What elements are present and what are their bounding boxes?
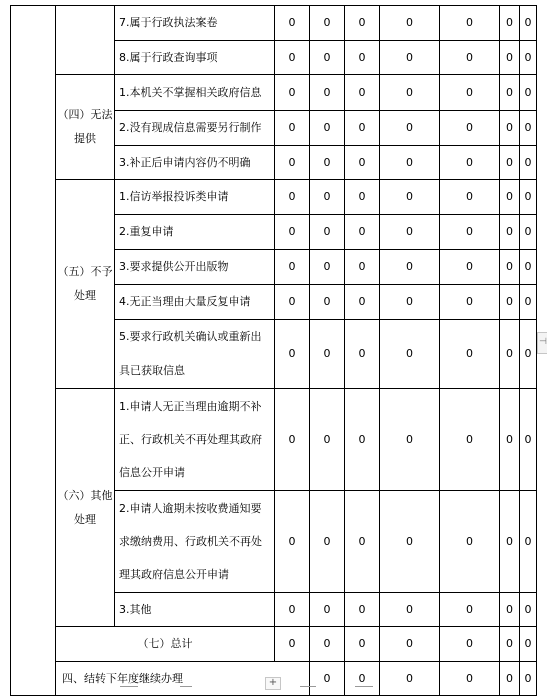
count-cell: 0	[520, 491, 537, 593]
count-cell: 0	[520, 285, 537, 320]
count-cell: 0	[500, 180, 520, 215]
count-cell: 0	[520, 146, 537, 180]
count-cell: 0	[520, 389, 537, 491]
count-cell: 0	[440, 180, 500, 215]
count-cell: 0	[520, 6, 537, 41]
count-cell: 0	[380, 111, 440, 146]
count-cell: 0	[520, 215, 537, 250]
count-cell: 0	[275, 111, 310, 146]
count-cell: 0	[440, 627, 500, 662]
count-cell: 0	[310, 662, 345, 696]
count-cell: 0	[345, 627, 380, 662]
count-cell: 0	[380, 593, 440, 627]
table-row	[11, 627, 537, 662]
item-label: 5.要求行政机关确认或重新出具已获取信息	[115, 320, 275, 389]
carry-over-label: 四、结转下年度继续办理	[56, 662, 310, 696]
count-cell: 0	[380, 146, 440, 180]
count-cell: 0	[345, 41, 380, 75]
count-cell: 0	[380, 180, 440, 215]
count-cell: 0	[440, 250, 500, 285]
count-cell: 0	[380, 6, 440, 41]
count-cell: 0	[310, 180, 345, 215]
item-label: 1.信访举报投诉类申请	[115, 180, 275, 215]
left-margin-cell	[11, 6, 56, 696]
count-cell: 0	[345, 6, 380, 41]
count-cell: 0	[310, 285, 345, 320]
count-cell: 0	[520, 662, 537, 696]
count-cell: 0	[440, 285, 500, 320]
count-cell: 0	[440, 75, 500, 111]
count-cell: 0	[440, 41, 500, 75]
table-row	[11, 6, 537, 41]
count-cell: 0	[440, 111, 500, 146]
count-cell: 0	[310, 593, 345, 627]
count-cell: 0	[275, 491, 310, 593]
count-cell: 0	[520, 593, 537, 627]
table-row	[11, 389, 537, 491]
count-cell: 0	[310, 627, 345, 662]
count-cell: 0	[345, 593, 380, 627]
count-cell: 0	[500, 6, 520, 41]
add-row-button[interactable]: +	[265, 677, 281, 690]
count-cell: 0	[500, 627, 520, 662]
count-cell: 0	[500, 250, 520, 285]
item-label: 2.重复申请	[115, 215, 275, 250]
count-cell: 0	[380, 41, 440, 75]
count-cell: 0	[310, 75, 345, 111]
item-label: 1.申请人无正当理由逾期不补正、行政机关不再处理其政府信息公开申请	[115, 389, 275, 491]
dash-mark	[355, 686, 373, 687]
count-cell: 0	[520, 627, 537, 662]
count-cell: 0	[380, 320, 440, 389]
dash-mark	[180, 686, 192, 687]
count-cell: 0	[310, 491, 345, 593]
count-cell: 0	[520, 41, 537, 75]
count-cell: 0	[345, 111, 380, 146]
count-cell: 0	[310, 6, 345, 41]
count-cell: 0	[440, 320, 500, 389]
item-label: 2.申请人逾期未按收费通知要求缴纳费用、行政机关不再处理其政府信息公开申请	[115, 491, 275, 593]
count-cell: 0	[275, 215, 310, 250]
count-cell: 0	[380, 75, 440, 111]
count-cell: 0	[380, 250, 440, 285]
count-cell: 0	[310, 146, 345, 180]
count-cell: 0	[345, 250, 380, 285]
count-cell: 0	[500, 320, 520, 389]
count-cell: 0	[275, 146, 310, 180]
page-edge-marker[interactable]: ⊣	[537, 332, 547, 354]
item-label: 3.要求提供公开出版物	[115, 250, 275, 285]
count-cell: 0	[380, 389, 440, 491]
count-cell: 0	[345, 491, 380, 593]
item-label: 1.本机关不掌握相关政府信息	[115, 75, 275, 111]
item-label: 2.没有现成信息需要另行制作	[115, 111, 275, 146]
count-cell: 0	[275, 6, 310, 41]
count-cell: 0	[500, 75, 520, 111]
count-cell: 0	[500, 662, 520, 696]
count-cell: 0	[275, 627, 310, 662]
disclosure-table	[10, 5, 537, 696]
count-cell: 0	[275, 180, 310, 215]
count-cell: 0	[275, 285, 310, 320]
count-cell: 0	[345, 146, 380, 180]
count-cell: 0	[500, 491, 520, 593]
count-cell: 0	[440, 662, 500, 696]
count-cell: 0	[520, 111, 537, 146]
category-6-label: （六）其他处理	[56, 389, 115, 627]
count-cell: 0	[520, 75, 537, 111]
count-cell: 0	[275, 320, 310, 389]
count-cell: 0	[345, 285, 380, 320]
item-label: 8.属于行政查询事项	[115, 41, 275, 75]
count-cell: 0	[380, 285, 440, 320]
item-label: 3.补正后申请内容仍不明确	[115, 146, 275, 180]
count-cell: 0	[380, 627, 440, 662]
table-row	[11, 180, 537, 215]
count-cell: 0	[440, 389, 500, 491]
count-cell: 0	[275, 75, 310, 111]
count-cell: 0	[345, 180, 380, 215]
count-cell: 0	[500, 111, 520, 146]
item-label: 7.属于行政执法案卷	[115, 6, 275, 41]
count-cell: 0	[345, 215, 380, 250]
table-row	[11, 75, 537, 111]
dash-mark	[120, 686, 138, 687]
count-cell: 0	[345, 75, 380, 111]
count-cell: 0	[310, 215, 345, 250]
count-cell: 0	[380, 491, 440, 593]
count-cell: 0	[310, 41, 345, 75]
count-cell: 0	[520, 250, 537, 285]
count-cell: 0	[310, 250, 345, 285]
count-cell: 0	[500, 41, 520, 75]
count-cell: 0	[345, 320, 380, 389]
count-cell: 0	[345, 662, 380, 696]
count-cell: 0	[500, 285, 520, 320]
item-label: 3.其他	[115, 593, 275, 627]
count-cell: 0	[275, 250, 310, 285]
category-4-label: （四）无法提供	[56, 75, 115, 180]
count-cell: 0	[345, 389, 380, 491]
count-cell: 0	[275, 41, 310, 75]
count-cell: 0	[440, 593, 500, 627]
count-cell: 0	[440, 6, 500, 41]
count-cell: 0	[440, 491, 500, 593]
dash-mark	[300, 686, 316, 687]
count-cell: 0	[500, 389, 520, 491]
count-cell: 0	[310, 389, 345, 491]
count-cell: 0	[440, 146, 500, 180]
category-5-label: （五）不予处理	[56, 180, 115, 389]
count-cell: 0	[500, 593, 520, 627]
count-cell: 0	[500, 146, 520, 180]
item-label: 4.无正当理由大量反复申请	[115, 285, 275, 320]
count-cell: 0	[500, 215, 520, 250]
count-cell: 0	[275, 389, 310, 491]
count-cell: 0	[275, 593, 310, 627]
category-cell-blank	[56, 6, 115, 75]
total-label: （七）总计	[56, 627, 275, 662]
count-cell: 0	[380, 662, 440, 696]
count-cell: 0	[380, 215, 440, 250]
count-cell: 0	[520, 320, 537, 389]
count-cell: 0	[520, 180, 537, 215]
count-cell: 0	[310, 111, 345, 146]
count-cell: 0	[310, 320, 345, 389]
count-cell: 0	[440, 215, 500, 250]
